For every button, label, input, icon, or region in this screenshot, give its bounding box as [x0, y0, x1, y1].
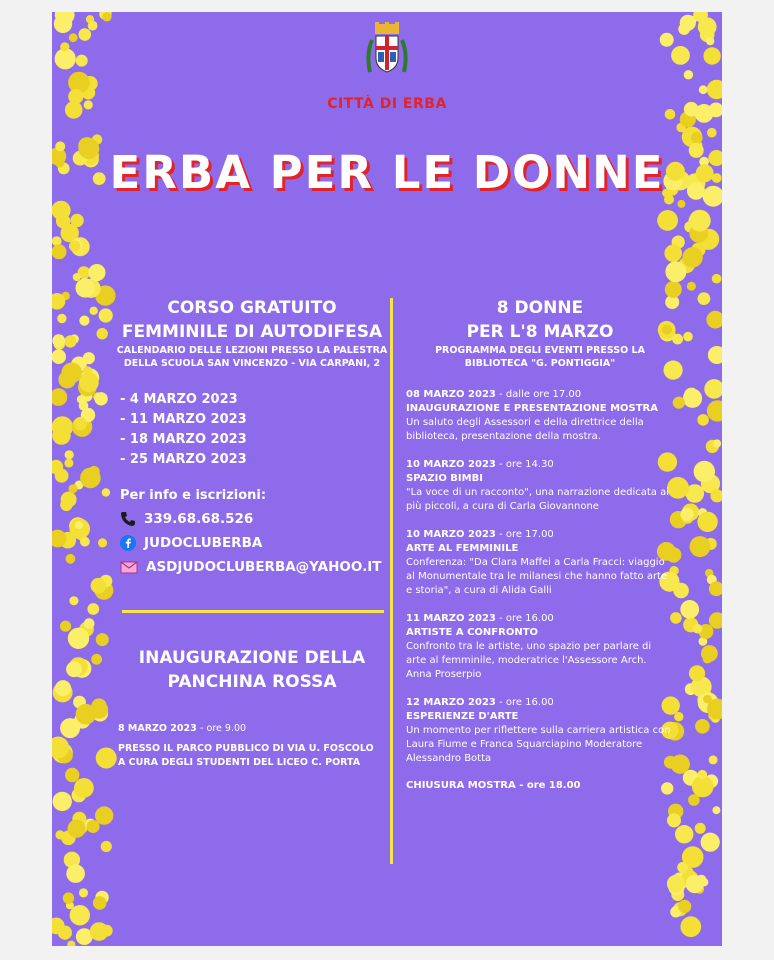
- bench-date-row: [118, 722, 390, 736]
- course-subtitle-line1: CALENDARIO DELLE LEZIONI PRESSO LA PALESTRA: [116, 345, 388, 356]
- events-list: [406, 388, 674, 791]
- program-subtitle-line2: BIBLIOTECA "G. PONTIGGIA": [464, 358, 616, 369]
- city-crest-icon: [364, 20, 410, 82]
- phone-row: [120, 511, 390, 527]
- event-time: - dalle ore 17.00: [495, 389, 582, 400]
- event-time: - ore 16.00: [495, 613, 554, 624]
- event-description: Conferenza: "Da Clara Maffei a Carla Fracci: viaggio al Monumentale tra le milanesi che hanno fatto arte e storia", a cura di Alida Galli: [406, 557, 668, 596]
- event-date: 10 MARZO 2023: [406, 529, 496, 540]
- poster-title: ERBA PER LE DONNE: [109, 146, 665, 199]
- event-date: 10 MARZO 2023: [406, 459, 496, 470]
- course-subtitle-line2: DELLA SCUOLA SAN VINCENZO - VIA CARPANI, 2: [123, 358, 381, 369]
- event-item: [406, 528, 674, 598]
- event-item: [406, 388, 674, 444]
- vertical-divider: [390, 298, 393, 864]
- facebook-row: [120, 535, 390, 551]
- course-dates: [120, 390, 390, 470]
- event-time: - ore 16.00: [495, 697, 554, 708]
- red-bench-section: [114, 646, 390, 770]
- info-title: Per info e iscrizioni:: [120, 488, 267, 503]
- event-name: INAUGURAZIONE E PRESENTAZIONE MOSTRA: [406, 403, 658, 414]
- email-address[interactable]: ASDJUDOCLUBERBA@YAHOO.IT: [146, 559, 382, 575]
- course-date: - 18 MARZO 2023: [120, 432, 247, 447]
- phone-number[interactable]: 339.68.68.526: [144, 511, 254, 527]
- poster: [52, 12, 722, 946]
- email-icon: [120, 559, 138, 575]
- event-item: [406, 612, 674, 682]
- self-defense-course-section: [114, 296, 390, 575]
- email-row: [120, 559, 390, 575]
- event-name: ESPERIENZE D'ARTE: [406, 711, 519, 722]
- horizontal-divider: [122, 610, 384, 613]
- bench-info: [118, 722, 390, 770]
- event-time: - ore 14.30: [495, 459, 554, 470]
- program-subtitle-line1: PROGRAMMA DEGLI EVENTI PRESSO LA: [435, 345, 645, 356]
- events-program-section: [406, 296, 674, 791]
- exhibition-closing: CHIUSURA MOSTRA - ore 18.00: [406, 780, 581, 791]
- event-date: 12 MARZO 2023: [406, 697, 496, 708]
- event-name: ARTE AL FEMMINILE: [406, 543, 519, 554]
- facebook-handle[interactable]: JUDOCLUBERBA: [144, 535, 263, 551]
- event-description: Confronto tra le artiste, uno spazio per parlare di arte al femminile, moderatrice l'Assessore Arch. Anna Proserpio: [406, 641, 652, 680]
- program-heading-line2: PER L'8 MARZO: [466, 322, 614, 342]
- event-item: [406, 458, 674, 514]
- facebook-icon: [120, 535, 136, 551]
- program-heading-line1: 8 DONNE: [496, 298, 584, 318]
- bench-time: - ore 9.00: [200, 723, 247, 734]
- phone-icon: [120, 511, 136, 527]
- event-item: [406, 696, 674, 766]
- event-date: 08 MARZO 2023: [406, 389, 496, 400]
- course-date: - 4 MARZO 2023: [120, 392, 238, 407]
- event-name: SPAZIO BIMBI: [406, 473, 483, 484]
- bench-date: 8 MARZO 2023: [118, 723, 197, 734]
- course-heading-line2: FEMMINILE DI AUTODIFESA: [121, 322, 383, 342]
- event-description: Un momento per riflettere sulla carriera artistica con Laura Fiume e Franca Squarciapino Moderatore Alessandro Botta: [406, 725, 671, 764]
- bench-heading-line1: INAUGURAZIONE DELLA: [138, 648, 366, 668]
- course-date: - 25 MARZO 2023: [120, 452, 247, 467]
- city-name: CITTÀ DI ERBA: [327, 96, 447, 112]
- bench-organizer: A CURA DEGLI STUDENTI DEL LICEO C. PORTA: [118, 757, 361, 768]
- event-date: 11 MARZO 2023: [406, 613, 496, 624]
- bench-heading-line2: PANCHINA ROSSA: [167, 672, 337, 692]
- event-time: - ore 17.00: [495, 529, 554, 540]
- bench-location: PRESSO IL PARCO PUBBLICO DI VIA U. FOSCOLO: [118, 743, 374, 754]
- event-name: ARTISTE A CONFRONTO: [406, 627, 539, 638]
- event-description: Un saluto degli Assessori e della direttrice della biblioteca, presentazione della mostra.: [406, 417, 644, 442]
- course-heading-line1: CORSO GRATUITO: [167, 298, 337, 318]
- event-description: "La voce di un racconto", una narrazione dedicata ai più piccoli, a cura di Carla Giovannone: [406, 487, 670, 512]
- course-date: - 11 MARZO 2023: [120, 412, 247, 427]
